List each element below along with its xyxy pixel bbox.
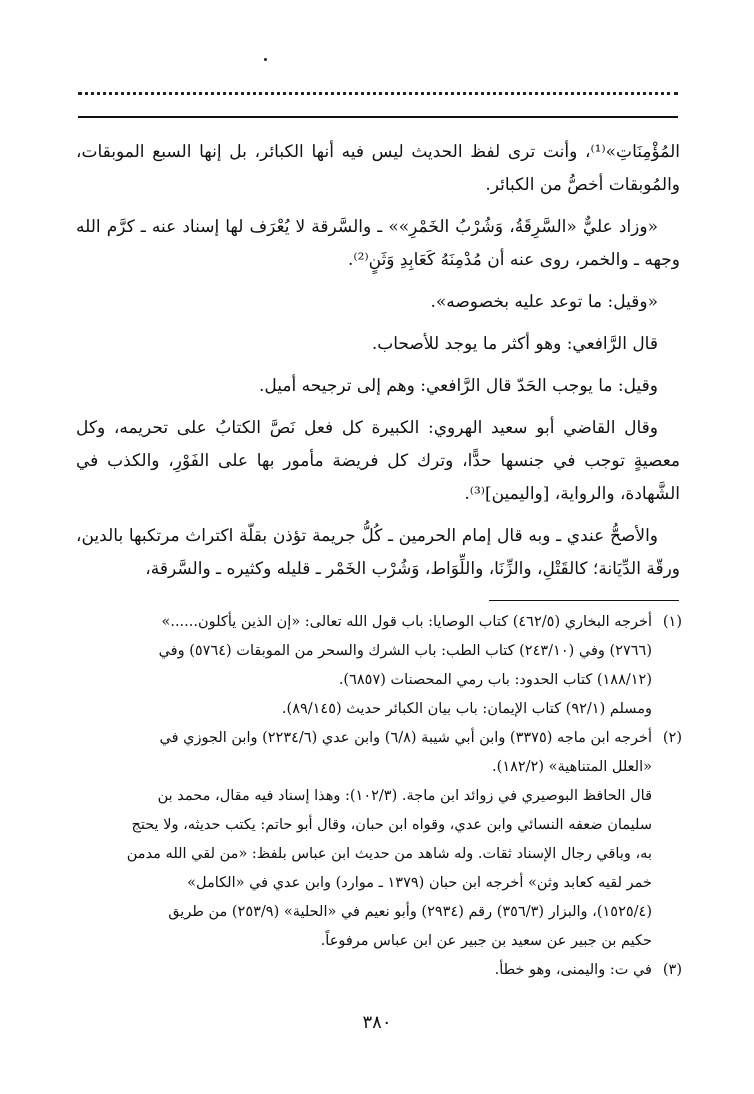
footnote-line: (٢٧٦٦) وفي (٢٤٣/١٠) كتاب الطب: باب الشرك والسحر من الموبقات (٥٧٦٤) وفي [158, 643, 652, 659]
footnote-1 [76, 608, 682, 724]
header-solid-rule [78, 116, 678, 118]
footnote-line: (١٥٢٥/٤)، والبزار (٣٥٦/٣) رقم (٢٩٣٤) وأبو نعيم في «الحلية» (٢٥٣/٩) من طريق [168, 904, 652, 920]
footnote-number: (٢) [662, 730, 682, 746]
footnote-body [76, 956, 652, 985]
footnote-line: في ت: واليمنى، وهو خطأ. [494, 962, 652, 978]
paragraph: «وقيل: ما توعد عليه بخصوصه». [430, 292, 658, 312]
footnote-line: ومسلم (٩٢/١) كتاب الإيمان: باب بيان الكبائر حديث (٨٩/١٤٥). [281, 701, 652, 717]
footnote-line: سليمان ضعفه النسائي وابن عدي، وقواه ابن حبان، وقال أبو حاتم: يكتب حديثه، ولا يحتج [131, 817, 652, 833]
ink-dot [264, 58, 267, 61]
paragraph: وقال القاضي أبو سعيد الهروي: الكبيرة كل فعل نَصَّ الكتابُ على تحريمه، وكل معصيةٍ توجب في جنسها حدًّا، وترك كل فريضة مأمور بها على الفَوْرِ، والكذب في الشَّهادة، والرواية، [واليمين]⁽³⁾. [76, 418, 680, 504]
footnote-2 [76, 724, 682, 956]
footnote-3 [76, 956, 682, 985]
main-text [76, 136, 680, 595]
paragraph: المُؤْمِنَاتِ»⁽¹⁾، وأنت ترى لفظ الحديث ليس فيه أنها الكبائر، بل إنها السبع الموبقات، والمُوبقات أخصُّ من الكبائر. [76, 142, 680, 195]
paragraph: قال الرَّافعي: وهو أكثر ما يوجد للأصحاب. [371, 334, 658, 354]
footnote-separator [489, 600, 679, 601]
footnote-body [76, 608, 652, 724]
paragraph: وقيل: ما يوجب الحَدّ قال الرَّافعي: وهم إلى ترجيحه أميل. [258, 376, 658, 396]
footnotes [76, 608, 682, 985]
footnote-line: قال الحافظ البوصيري في زوائد ابن ماجة. (١٠٢/٣): وهذا إسناد فيه مقال، محمد بن [157, 788, 652, 804]
paragraph: والأصحُّ عندي ـ وبه قال إمام الحرمين ـ كُلُّ جريمة تؤذن بقلّة اكتراث مرتكبها بالدين، ورقّة الدِّيَانة؛ كالقَتْلِ، والزِّنَا، واللِّوَاط، وَشُرْب الخَمْر ـ قليله وكثيره ـ والسَّرقة، [76, 526, 680, 579]
page-number: ٣٨٠ [362, 1012, 392, 1033]
footnote-line: خمر لقيه كعابد وثن» أخرجه ابن حبان (١٣٧٩ ـ موارد) وابن عدي في «الكامل» [187, 875, 652, 891]
footnote-line: (١٨٨/١٢) كتاب الحدود: باب رمي المحصنات (٦٨٥٧). [338, 672, 652, 688]
paragraph: «وزاد عليٌّ «السَّرِقَةُ، وَشُرْبُ الخَمْرِ»» ـ والسَّرقة لا يُعْرَف لها إسناد عنه ـ كرَّم الله وجهه ـ والخمر، روى عنه أن مُدْمِنَهُ كَعَابِدِ وَثَنٍ⁽²⁾. [76, 217, 680, 270]
footnote-line: «العلل المتناهية» (١٨٢/٢). [492, 759, 652, 775]
footnote-line: حكيم بن جبير عن سعيد بن جبير عن ابن عباس مرفوعاً. [320, 933, 652, 949]
footnote-number: (٣) [662, 962, 682, 978]
footnote-line: به، وباقي رجال الإسناد ثقات. وله شاهد من حديث ابن عباس بلفظ: «من لقي الله مدمن [126, 846, 652, 862]
footnote-number: (١) [662, 614, 682, 630]
footnote-body [76, 724, 652, 956]
header-dotted-rule [78, 92, 678, 95]
footnote-line: أخرجه البخاري (٤٦٢/٥) كتاب الوصايا: باب قول الله تعالى: «إن الذين يأكلون......» [161, 614, 652, 630]
footnote-line: أخرجه ابن ماجه (٣٣٧٥) وابن أبي شيبة (٦/٨) وابن عدي (٢٢٣٤/٦) وابن الجوزي في [159, 730, 652, 746]
